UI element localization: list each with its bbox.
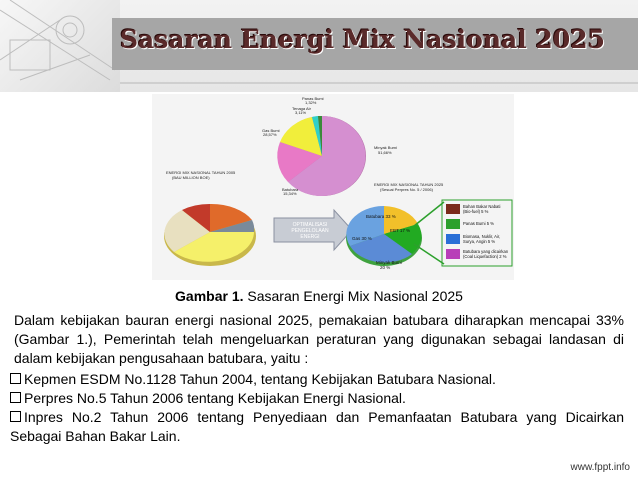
title-bar [112,18,638,70]
left-pie-chart [164,204,256,266]
page-title: Sasaran Energi Mix Nasional 2025 [120,25,605,54]
list-item [10,370,624,389]
right-pie-chart [346,202,444,270]
label-gas-bumi: Gas Bumi [262,128,280,133]
checkbox-bullet-icon [10,392,21,403]
legend [442,200,512,266]
legend-sub-biomasa: Surya, Angin 5 % [463,239,496,244]
caption-label: Gambar 1. [175,288,244,304]
right-chart-subtitle: (Sesuai Perpres No. 5 / 2006) [380,187,433,192]
legend-swatch-panas-bumi [446,219,460,229]
title-banner [0,0,638,92]
left-chart-subtitle: (BAU MILLION BOE) [172,175,210,180]
body-paragraph: Dalam kebijakan bauran energi nasional 2025, pemakaian batubara diharapkan mencapai 33% (Gambar 1.), Pemerintah telah mengeluarkan peraturan yang digunakan sebagai landasan di dalam kebijakan pengusahaan batubara, yaitu : [14,312,624,366]
divider [120,82,638,84]
blueprint-decoration [0,0,120,92]
value-tenaga-air: 3,11% [295,110,307,115]
top-pie-chart [277,116,366,196]
legend-label-biofuel: Bahan Bakar Nabati [463,204,501,209]
value-panas-bumi: 1,32% [305,100,317,105]
right-label-batubara: Batubara 33 % [366,214,396,219]
legend-sub-coal-liquefaction: (Coal Liquefaction) 2 % [463,254,507,259]
label-batubara: Batubara [282,187,299,192]
label-panas-bumi: Panas Bumi [302,96,324,101]
list-item-text: Kepmen ESDM No.1128 Tahun 2004, tentang Kebijakan Batubara Nasional. [24,371,496,387]
right-chart-title: ENERGI MIX NASIONAL TAHUN 2025 [374,182,444,187]
arrow-label-2: PENGELOLAAN [291,228,329,234]
value-gas-bumi: 28,57% [263,132,277,137]
checkbox-bullet-icon [10,373,21,384]
blueprint-drawing-icon [0,0,120,92]
value-batubara: 15,34% [283,191,297,196]
label-minyak-bumi: Minyak Bumi [374,145,397,150]
arrow-label-1: OPTIMALISASI [292,222,328,228]
caption-text: Sasaran Energi Mix Nasional 2025 [247,288,463,304]
left-chart-title: ENERGI MIX NASIONAL TAHUN 2005 [166,170,236,175]
figure-caption [0,288,638,304]
optimization-arrow [274,210,352,250]
right-label-gas: Gas 30 % [352,236,372,241]
legend-sub-biofuel: (Bio-fuel) 5 % [463,209,489,214]
list-item-text: Inpres No.2 Tahun 2006 tentang Penyediaan dan Pemanfaatan Batubara yang Dicairkan Sebagai Bahan Bakar Lain. [10,409,624,444]
legend-label-biomasa: Biomasa, Nuklir, Air, [463,234,501,239]
footer-watermark: www.fppt.info [570,462,630,473]
legend-label-coal-liquefaction: Batubara yang dicairkan [463,249,509,254]
right-label-ebt: EBT 17 % [390,228,411,233]
list-item-text: Perpres No.5 Tahun 2006 tentang Kebijakan Energi Nasional. [24,390,406,406]
legend-swatch-coal-liquefaction [446,249,460,259]
list-item [10,389,624,408]
list-item [10,408,624,446]
regulation-list [10,370,624,446]
value-minyak-bumi: 51,66% [378,150,392,155]
energy-mix-figure [152,94,514,280]
legend-swatch-biomasa [446,234,460,244]
right-value-minyak: 20 % [380,265,391,270]
arrow-label-3: ENERGI [300,234,320,240]
label-tenaga-air: Tenaga Air [292,106,311,111]
legend-label-panas-bumi: Panas Bumi 5 % [463,221,494,226]
legend-swatch-biofuel [446,204,460,214]
checkbox-bullet-icon [10,411,21,422]
right-label-minyak: Minyak Bumi [376,260,402,265]
